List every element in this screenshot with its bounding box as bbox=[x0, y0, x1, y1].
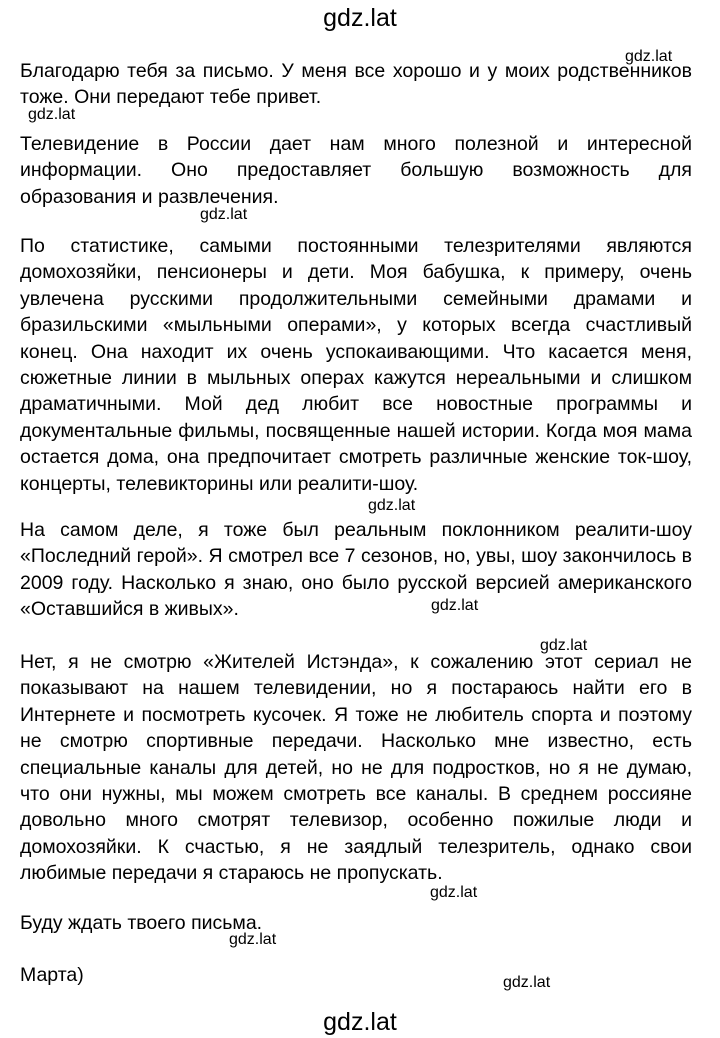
letter-paragraph-5: Нет, я не смотрю «Жителей Истэнда», к сожалению этот сериал не показывают на нашем телевидении, но я постараюсь найти его в Интернете и посмотреть кусочек. Я тоже не любитель спорта и поэтому не смотрю спортивные передачи. Насколько мне известно, есть специальные каналы для детей, но не для подростков, но я не думаю, что они нужны, мы можем смотреть все каналы. В среднем россияне довольно много смотрят телевизор, особенно пожилые люди и домохозяйки. К счастью, я не заядлый телезритель, однако свои любимые передачи я стараюсь не пропускать. bbox=[20, 651, 692, 885]
letter-paragraph-1: Благодарю тебя за письмо. У меня все хорошо и у моих родственников тоже. Они передают тебе привет. bbox=[20, 60, 692, 109]
letter-paragraph-3: По статистике, самыми постоянными телезрителями являются домохозяйки, пенсионеры и дети. Моя бабушка, к примеру, очень увлечена русскими продолжительными семейными драмами и бразильскими «мыльными операми», у которых всегда счастливый конец. Она находит их очень успокаивающими. Что касается меня, сюжетные линии в мыльных операх кажутся нереальными и слишком драматичными. Мой дед любит все новостные программы и документальные фильмы, посвященные нашей истории. Когда моя мама остается дома, она предпочитает смотреть различные женские ток-шоу, концерты, телевикторины или реалити-шоу. bbox=[20, 235, 692, 495]
watermark: gdz.lat bbox=[430, 884, 478, 901]
watermark: gdz.lat bbox=[28, 106, 76, 123]
header-site-watermark: gdz.lat bbox=[323, 4, 397, 32]
watermark: gdz.lat bbox=[431, 597, 479, 614]
watermark: gdz.lat bbox=[368, 497, 416, 514]
watermark: gdz.lat bbox=[540, 637, 588, 654]
watermark: gdz.lat bbox=[229, 931, 277, 948]
letter-paragraph-2: Телевидение в России дает нам много полезной и интересной информации. Оно предоставляет большую возможность для образования и развлечения. bbox=[20, 133, 692, 208]
watermark: gdz.lat bbox=[503, 974, 551, 991]
letter-signature: Марта) bbox=[20, 964, 84, 986]
watermark: gdz.lat bbox=[200, 206, 248, 223]
letter-closing: Буду ждать твоего письма. bbox=[20, 912, 263, 934]
footer-site-watermark: gdz.lat bbox=[323, 1008, 397, 1036]
watermark: gdz.lat bbox=[625, 48, 673, 65]
letter-paragraph-4: На самом деле, я тоже был реальным поклонником реалити-шоу «Последний герой». Я смотрел все 7 сезонов, но, увы, шоу закончилось в 2009 году. Насколько я знаю, оно было русской версией американского «Оставшийся в живых». bbox=[20, 519, 692, 621]
